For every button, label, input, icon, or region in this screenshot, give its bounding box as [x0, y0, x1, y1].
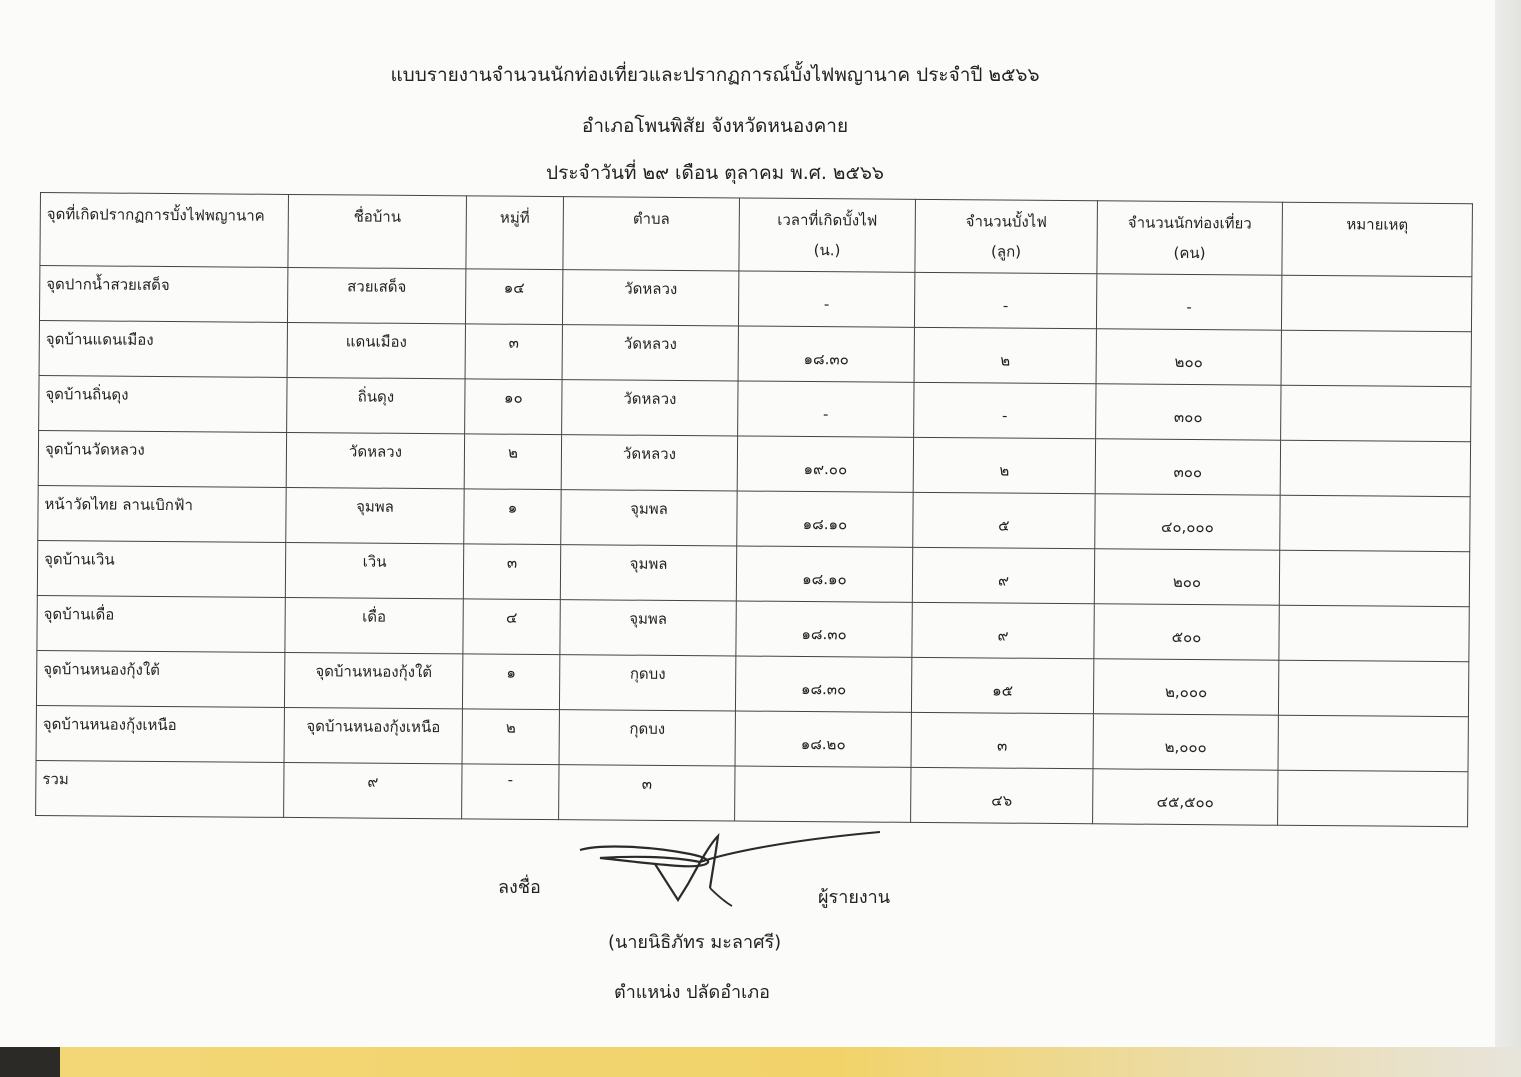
column-header: หมายเหตุ: [1282, 202, 1473, 276]
table-cell: [1279, 550, 1469, 606]
table-cell: ๙: [284, 762, 462, 818]
table-cell: -: [738, 271, 914, 327]
table-cell: ๒๐๐: [1094, 549, 1279, 605]
report-date: ประจำวันที่ ๒๙ เดือน ตุลาคม พ.ศ. ๒๕๖๖: [546, 162, 884, 184]
table-cell: จุมพล: [561, 490, 737, 546]
table-cell: -: [914, 382, 1096, 438]
table-cell: ๑๘.๒๐: [735, 711, 911, 767]
table-cell: จุดบ้านวัดหลวง: [38, 430, 286, 487]
table-cell: ๒,๐๐๐: [1093, 659, 1278, 715]
table-cell: ๒: [913, 437, 1095, 493]
table-cell: [1280, 440, 1470, 496]
report-title: แบบรายงานจำนวนนักท่องเที่ยวและปรากฏการณ์บั้งไฟพญานาค ประจำปี ๒๕๖๖: [390, 64, 1040, 86]
desk-background: [0, 1047, 1521, 1077]
table-cell: ๙: [912, 602, 1094, 658]
column-header: จำนวนนักท่องเที่ยว (คน): [1097, 201, 1283, 275]
report-table-container: [35, 192, 1472, 827]
signature-scribble: [560, 822, 890, 932]
table-cell: ๑๔: [465, 269, 562, 325]
column-header: จำนวนบั้งไฟ (ลูก): [915, 199, 1098, 273]
table-header-row: [40, 193, 1473, 277]
table-cell: ถิ่นดุง: [287, 377, 465, 433]
table-cell: ๒: [462, 709, 559, 765]
table-cell: หน้าวัดไทย ลานเบิกฟ้า: [38, 485, 286, 542]
table-cell: ๑๙.๐๐: [737, 436, 913, 492]
table-cell: [1278, 715, 1468, 771]
table-cell: [1281, 385, 1471, 441]
table-cell: ๓: [463, 544, 560, 600]
table-cell: วัดหลวง: [561, 435, 737, 491]
table-cell: -: [1096, 274, 1281, 330]
table-cell: วัดหลวง: [286, 432, 464, 488]
report-district: อำเภอโพนพิสัย จังหวัดหนองคาย: [581, 115, 849, 137]
table-cell: ๑: [464, 489, 561, 545]
table-cell: [735, 766, 911, 822]
table-cell: รวม: [36, 760, 284, 817]
page-edge-shadow: [1495, 0, 1521, 1048]
table-cell: [1279, 605, 1469, 661]
table-cell: กุดบง: [559, 655, 735, 711]
table-cell: ๑๘.๑๐: [736, 546, 912, 602]
table-cell: ๔๐,๐๐๐: [1095, 494, 1280, 550]
table-cell: -: [914, 272, 1096, 328]
table-cell: กุดบง: [559, 710, 735, 766]
table-cell: ๒: [464, 434, 561, 490]
table-cell: จุดบ้านหนองกุ้งเหนือ: [284, 707, 462, 763]
table-cell: ๓: [465, 324, 562, 380]
table-cell: จุดบ้านเวิน: [37, 540, 285, 597]
table-cell: สวยเสด็จ: [287, 267, 465, 323]
table-cell: [1281, 330, 1471, 386]
table-cell: ๔๖: [911, 767, 1093, 823]
table-cell: [1281, 275, 1471, 331]
table-cell: ๒,๐๐๐: [1093, 714, 1278, 770]
table-cell: ๙: [912, 547, 1094, 603]
table-cell: จุดบ้านหนองกุ้งใต้: [284, 652, 462, 708]
table-cell: ๕๐๐: [1094, 604, 1279, 660]
table-cell: จุดบ้านหนองกุ้งเหนือ: [36, 705, 284, 762]
reporter-label: ผู้รายงาน: [818, 887, 891, 908]
table-cell: ๑๘.๑๐: [737, 491, 913, 547]
table-cell: -: [462, 764, 559, 820]
table-cell: ๑๐: [465, 379, 562, 435]
table-cell: เดื่อ: [285, 597, 463, 653]
table-cell: จุดบ้านเดื่อ: [37, 595, 285, 652]
column-header: ชื่อบ้าน: [288, 194, 467, 268]
table-cell: ๒๐๐: [1096, 329, 1281, 385]
table-cell: แดนเมือง: [287, 322, 465, 378]
table-cell: [1278, 660, 1468, 716]
table-cell: ๑๘.๓๐: [735, 656, 911, 712]
table-cell: จุดบ้านถิ่นดุง: [39, 375, 287, 432]
table-cell: จุดบ้านหนองกุ้งใต้: [36, 650, 284, 707]
table-cell: ๔๕,๕๐๐: [1093, 769, 1278, 825]
table-cell: วัดหลวง: [562, 325, 738, 381]
table-cell: จุดบ้านแดนเมือง: [39, 320, 287, 377]
table-cell: ๔: [463, 599, 560, 655]
table-cell: วัดหลวง: [562, 270, 738, 326]
table-cell: วัดหลวง: [562, 380, 738, 436]
table-cell: ๑๕: [911, 657, 1093, 713]
table-cell: ๑: [462, 654, 559, 710]
column-header: ตำบล: [563, 197, 740, 271]
table-cell: ๕: [913, 492, 1095, 548]
table-cell: [1280, 495, 1470, 551]
column-header: หมู่ที่: [466, 196, 564, 270]
table-cell: ๑๘.๓๐: [738, 326, 914, 382]
table-cell: -: [738, 381, 914, 437]
table-cell: ๓๐๐: [1096, 384, 1281, 440]
table-cell: เวิน: [285, 542, 463, 598]
table-cell: จุมพล: [560, 600, 736, 656]
signer-name: (นายนิธิภัทร มะลาศรี): [608, 932, 782, 953]
table-cell: ๓๐๐: [1095, 439, 1280, 495]
table-cell: ๑๘.๓๐: [736, 601, 912, 657]
table-cell: [1278, 770, 1468, 826]
table-cell: ๓: [559, 765, 735, 821]
table-total-row: [36, 760, 1468, 826]
table-cell: จุดปากน้ำสวยเสด็จ: [39, 266, 287, 323]
report-table: [35, 192, 1473, 827]
table-body: [36, 266, 1472, 827]
column-header: จุดที่เกิดปรากฏการบั้งไฟพญานาค: [40, 193, 289, 268]
table-cell: ๓: [911, 712, 1093, 768]
table-cell: จุมพล: [560, 545, 736, 601]
table-cell: ๒: [914, 327, 1096, 383]
table-cell: จุมพล: [286, 487, 464, 543]
column-header: เวลาที่เกิดบั้งไฟ (น.): [739, 198, 916, 272]
sign-label: ลงชื่อ: [498, 877, 541, 898]
signer-position: ตำแหน่ง ปลัดอำเภอ: [614, 982, 770, 1003]
